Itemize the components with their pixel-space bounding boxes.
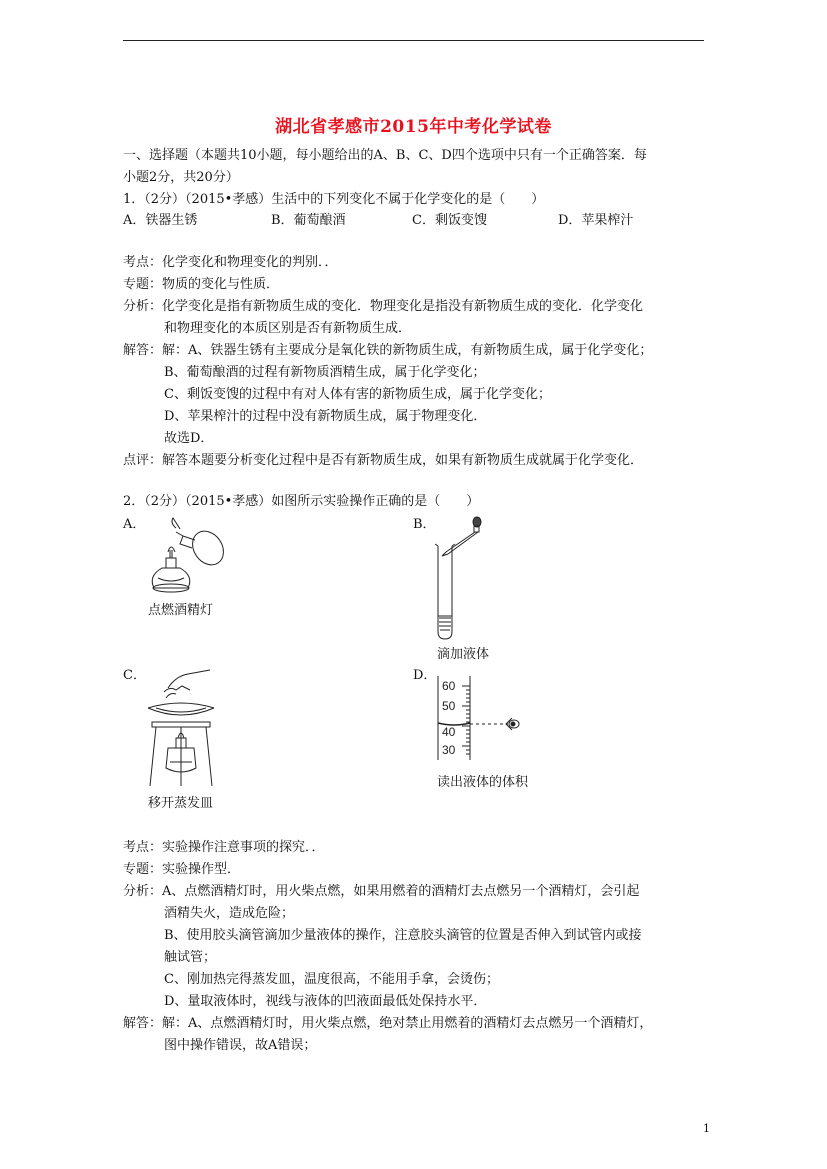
q2-label-c: C． xyxy=(123,668,146,683)
q2-fenxi-line5: C、刚加热完得蒸发皿，温度很高，不能用手拿，会烫伤； xyxy=(164,972,499,987)
q2-caption-c: 移开蒸发皿 xyxy=(148,796,214,811)
dropper-test-tube-figure xyxy=(432,514,482,642)
q2-kaodian: 考点：实验操作注意事项的探究．． xyxy=(123,840,325,855)
cylinder-tick-40: 40 xyxy=(442,725,456,739)
q2-label-a: A． xyxy=(123,517,146,532)
q1-option-a: A．铁器生锈 xyxy=(123,213,198,228)
alcohol-lamp-lighting-figure xyxy=(140,520,235,600)
page-number: 1 xyxy=(703,1122,710,1135)
q1-jieda-line5: 故选D． xyxy=(164,431,214,446)
q2-fenxi-line1: 分析：A、点燃酒精灯时，用火柴点燃，如果用燃着的酒精灯去点燃另一个酒精灯，会引起 xyxy=(123,884,640,899)
q2-fenxi-line2: 酒精失火，造成危险； xyxy=(164,906,295,921)
cylinder-tick-30: 30 xyxy=(442,743,456,757)
cylinder-tick-60: 60 xyxy=(442,679,456,693)
q1-jieda-line4: D、苹果榨汁的过程中没有新物质生成，属于物理变化． xyxy=(164,409,487,424)
q1-fenxi-line1: 分析：化学变化是指有新物质生成的变化．物理变化是指没有新物质生成的变化．化学变化 xyxy=(123,299,644,314)
q2-zhuanti: 专题：实验操作型． xyxy=(123,862,241,877)
q2-fenxi-line4: 触试管； xyxy=(164,950,217,965)
q2-label-d: D． xyxy=(413,668,437,683)
q2-jieda-line1: 解答：解：A、点燃酒精灯时，用火柴点燃，绝对禁止用燃着的酒精灯去点燃另一个酒精灯， xyxy=(123,1016,653,1031)
q2-jieda-line2: 图中操作错误，故A错误； xyxy=(164,1038,317,1053)
q1-dianping: 点评：解答本题要分析变化过程中是否有新物质生成，如果有新物质生成就属于化学变化． xyxy=(123,453,644,468)
section-heading-line1: 一、选择题（本题共10小题，每小题给出的A、B、C、D四个选项中只有一个正确答案．每 xyxy=(123,148,647,163)
cylinder-tick-50: 50 xyxy=(442,699,456,713)
q1-zhuanti: 专题：物质的变化与性质． xyxy=(123,277,280,292)
graduated-cylinder-figure xyxy=(436,676,522,760)
q1-jieda-line1: 解答：解：A、铁器生锈有主要成分是氧化铁的新物质生成，有新物质生成，属于化学变化； xyxy=(123,343,653,358)
q2-fenxi-line3: B、使用胶头滴管滴加少量液体的操作，注意胶头滴管的位置是否伸入到试管内或接 xyxy=(164,928,642,943)
evaporating-dish-figure xyxy=(146,668,216,790)
q1-kaodian: 考点：化学变化和物理变化的判别．． xyxy=(123,255,338,270)
q1-jieda-line2: B、葡萄酿酒的过程有新物质酒精生成，属于化学变化； xyxy=(164,365,486,380)
header-rule xyxy=(123,40,704,41)
q1-stem: 1．（2分）（2015•孝感）生活中的下列变化不属于化学变化的是（ ） xyxy=(123,192,545,207)
q1-fenxi-line2: 和物理变化的本质区别是否有新物质生成． xyxy=(164,321,412,336)
page-title: 湖北省孝感市2015年中考化学试卷 xyxy=(275,117,552,137)
q2-fenxi-line6: D、量取液体时，视线与液体的凹液面最低处保持水平． xyxy=(164,994,487,1009)
section-heading-line2: 小题2分，共20分） xyxy=(123,170,239,185)
q1-jieda-line3: C、剩饭变馊的过程中有对人体有害的新物质生成，属于化学变化； xyxy=(164,387,551,402)
q1-option-d: D．苹果榨汁 xyxy=(558,213,634,228)
q2-stem: 2．（2分）（2015•孝感）如图所示实验操作正确的是（ ） xyxy=(123,494,480,509)
q2-caption-b: 滴加液体 xyxy=(437,647,490,662)
q1-option-c: C．剩饭变馊 xyxy=(412,213,487,228)
q2-caption-a: 点燃酒精灯 xyxy=(148,603,214,618)
q2-label-b: B． xyxy=(413,517,436,532)
q1-option-b: B．葡萄酿酒 xyxy=(271,213,346,228)
q2-caption-d: 读出液体的体积 xyxy=(437,775,529,790)
